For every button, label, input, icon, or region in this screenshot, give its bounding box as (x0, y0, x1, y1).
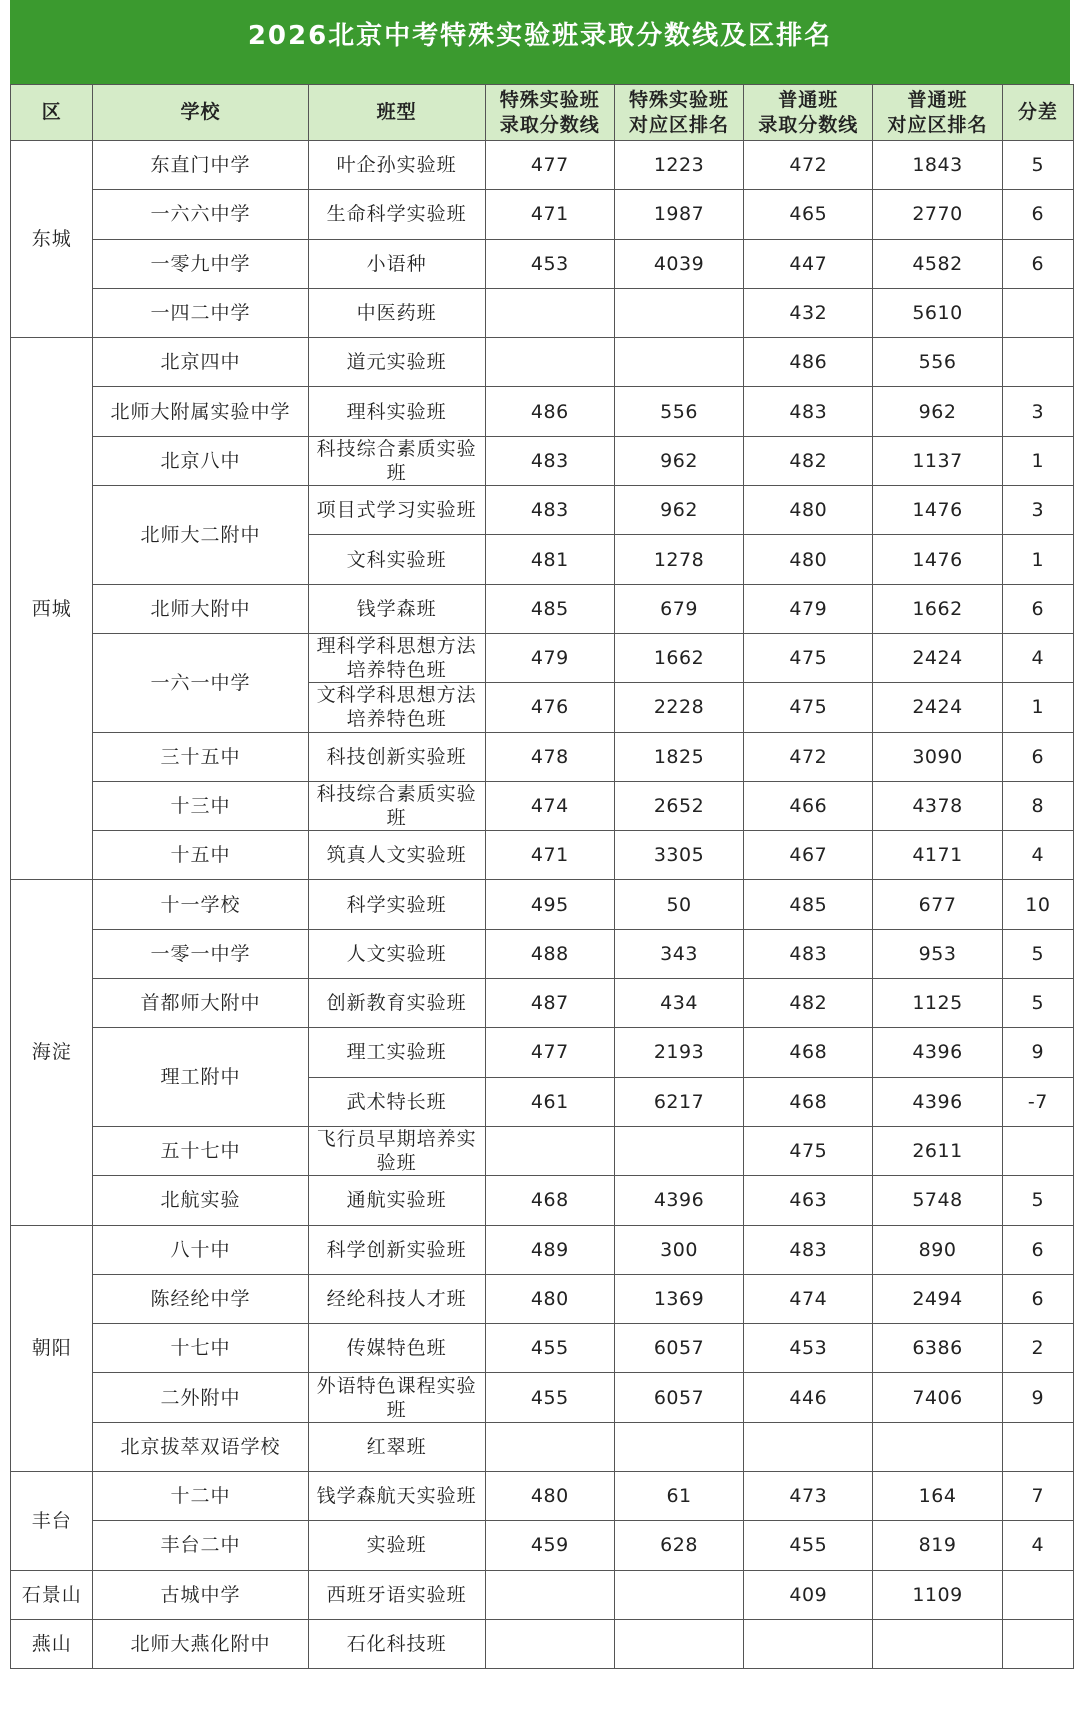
district-cell: 东城 (11, 141, 93, 338)
regular-score-cell: 472 (744, 732, 873, 781)
class-type-cell: 西班牙语实验班 (308, 1570, 485, 1619)
school-cell: 十五中 (93, 831, 308, 880)
special-score-cell (485, 338, 614, 387)
diff-cell: 3 (1002, 387, 1073, 436)
regular-score-cell: 468 (744, 1077, 873, 1126)
special-rank-cell: 962 (614, 436, 743, 485)
diff-cell: 5 (1002, 979, 1073, 1028)
regular-score-cell: 479 (744, 584, 873, 633)
regular-score-cell: 485 (744, 880, 873, 929)
regular-score-cell: 432 (744, 288, 873, 337)
class-type-cell: 飞行员早期培养实验班 (308, 1126, 485, 1175)
special-score-cell: 455 (485, 1373, 614, 1422)
special-score-cell: 483 (485, 486, 614, 535)
school-cell: 北京八中 (93, 436, 308, 485)
regular-rank-cell: 4582 (873, 239, 1002, 288)
school-cell: 北航实验 (93, 1176, 308, 1225)
table-body (11, 141, 1074, 1669)
district-cell: 丰台 (11, 1472, 93, 1571)
regular-rank-cell: 164 (873, 1472, 1002, 1521)
diff-cell: 6 (1002, 1274, 1073, 1323)
table-row (11, 288, 1074, 337)
special-score-cell (485, 1570, 614, 1619)
special-score-cell: 488 (485, 929, 614, 978)
regular-rank-cell: 2770 (873, 190, 1002, 239)
diff-cell: 6 (1002, 239, 1073, 288)
diff-cell (1002, 338, 1073, 387)
special-score-cell: 474 (485, 781, 614, 830)
diff-cell (1002, 1570, 1073, 1619)
school-cell: 一六六中学 (93, 190, 308, 239)
header-row (11, 85, 1074, 141)
special-score-cell: 480 (485, 1472, 614, 1521)
table-row (11, 1570, 1074, 1619)
school-cell: 北京拔萃双语学校 (93, 1422, 308, 1471)
special-rank-cell (614, 1619, 743, 1668)
special-score-cell: 489 (485, 1225, 614, 1274)
regular-rank-cell: 556 (873, 338, 1002, 387)
regular-rank-cell: 7406 (873, 1373, 1002, 1422)
school-cell: 五十七中 (93, 1126, 308, 1175)
class-type-cell: 科学实验班 (308, 880, 485, 929)
special-rank-cell: 61 (614, 1472, 743, 1521)
diff-cell: 6 (1002, 1225, 1073, 1274)
school-cell: 北京四中 (93, 338, 308, 387)
regular-score-cell: 483 (744, 929, 873, 978)
school-cell: 东直门中学 (93, 141, 308, 190)
special-rank-cell (614, 1570, 743, 1619)
special-rank-cell: 1369 (614, 1274, 743, 1323)
district-cell: 西城 (11, 338, 93, 880)
regular-score-cell: 463 (744, 1176, 873, 1225)
regular-rank-cell: 1476 (873, 486, 1002, 535)
school-cell: 十二中 (93, 1472, 308, 1521)
school-cell: 一六一中学 (93, 633, 308, 732)
regular-score-cell: 475 (744, 1126, 873, 1175)
diff-cell: 6 (1002, 584, 1073, 633)
diff-cell: 6 (1002, 190, 1073, 239)
diff-cell: 6 (1002, 732, 1073, 781)
special-score-cell: 478 (485, 732, 614, 781)
special-score-cell: 477 (485, 141, 614, 190)
school-cell: 八十中 (93, 1225, 308, 1274)
table-row (11, 436, 1074, 485)
diff-cell: 10 (1002, 880, 1073, 929)
special-score-cell: 486 (485, 387, 614, 436)
special-rank-cell: 4039 (614, 239, 743, 288)
class-type-cell: 小语种 (308, 239, 485, 288)
school-cell: 丰台二中 (93, 1521, 308, 1570)
table-row (11, 1373, 1074, 1422)
regular-rank-cell: 677 (873, 880, 1002, 929)
regular-score-cell: 480 (744, 535, 873, 584)
special-score-cell: 481 (485, 535, 614, 584)
header-school: 学校 (93, 85, 308, 141)
diff-cell (1002, 288, 1073, 337)
regular-score-cell: 466 (744, 781, 873, 830)
diff-cell: 1 (1002, 535, 1073, 584)
class-type-cell: 红翠班 (308, 1422, 485, 1471)
class-type-cell: 人文实验班 (308, 929, 485, 978)
special-rank-cell: 1987 (614, 190, 743, 239)
table-row (11, 831, 1074, 880)
special-score-cell (485, 288, 614, 337)
class-type-cell: 石化科技班 (308, 1619, 485, 1668)
regular-score-cell: 486 (744, 338, 873, 387)
special-rank-cell: 962 (614, 486, 743, 535)
diff-cell: 2 (1002, 1324, 1073, 1373)
class-type-cell: 科技综合素质实验班 (308, 781, 485, 830)
class-type-cell: 钱学森班 (308, 584, 485, 633)
regular-score-cell: 468 (744, 1028, 873, 1077)
regular-score-cell: 475 (744, 633, 873, 682)
school-cell: 北师大燕化附中 (93, 1619, 308, 1668)
school-cell: 一零九中学 (93, 239, 308, 288)
class-type-cell: 实验班 (308, 1521, 485, 1570)
regular-rank-cell: 2424 (873, 683, 1002, 732)
regular-rank-cell: 2611 (873, 1126, 1002, 1175)
class-type-cell: 创新教育实验班 (308, 979, 485, 1028)
special-score-cell (485, 1619, 614, 1668)
diff-cell: 4 (1002, 633, 1073, 682)
page-title: 2026北京中考特殊实验班录取分数线及区排名 (247, 20, 833, 51)
regular-rank-cell: 1476 (873, 535, 1002, 584)
school-cell: 十一学校 (93, 880, 308, 929)
school-cell: 北师大二附中 (93, 486, 308, 585)
table-row (11, 584, 1074, 633)
special-rank-cell (614, 338, 743, 387)
special-rank-cell: 300 (614, 1225, 743, 1274)
class-type-cell: 科技创新实验班 (308, 732, 485, 781)
admission-table (10, 84, 1074, 1669)
regular-rank-cell (873, 1619, 1002, 1668)
table-row (11, 1274, 1074, 1323)
school-cell: 十七中 (93, 1324, 308, 1373)
special-score-cell: 476 (485, 683, 614, 732)
special-score-cell (485, 1422, 614, 1471)
class-type-cell: 科技综合素质实验班 (308, 436, 485, 485)
diff-cell: 4 (1002, 1521, 1073, 1570)
regular-rank-cell: 4378 (873, 781, 1002, 830)
diff-cell: 5 (1002, 1176, 1073, 1225)
class-type-cell: 科学创新实验班 (308, 1225, 485, 1274)
district-cell: 朝阳 (11, 1225, 93, 1471)
regular-score-cell: 447 (744, 239, 873, 288)
regular-rank-cell: 4396 (873, 1077, 1002, 1126)
school-cell: 北师大附属实验中学 (93, 387, 308, 436)
regular-score-cell: 446 (744, 1373, 873, 1422)
special-rank-cell: 6217 (614, 1077, 743, 1126)
school-cell: 三十五中 (93, 732, 308, 781)
district-cell: 燕山 (11, 1619, 93, 1668)
regular-score-cell: 465 (744, 190, 873, 239)
regular-score-cell (744, 1422, 873, 1471)
special-rank-cell: 4396 (614, 1176, 743, 1225)
regular-score-cell: 483 (744, 1225, 873, 1274)
diff-cell: 5 (1002, 929, 1073, 978)
regular-score-cell: 453 (744, 1324, 873, 1373)
table-row (11, 1028, 1074, 1077)
class-type-cell: 传媒特色班 (308, 1324, 485, 1373)
diff-cell: 5 (1002, 141, 1073, 190)
special-rank-cell: 434 (614, 979, 743, 1028)
special-score-cell: 487 (485, 979, 614, 1028)
special-score-cell: 461 (485, 1077, 614, 1126)
class-type-cell: 外语特色课程实验班 (308, 1373, 485, 1422)
table-row (11, 979, 1074, 1028)
regular-rank-cell: 1125 (873, 979, 1002, 1028)
school-cell: 一零一中学 (93, 929, 308, 978)
special-rank-cell: 1223 (614, 141, 743, 190)
regular-rank-cell: 6386 (873, 1324, 1002, 1373)
class-type-cell: 经纶科技人才班 (308, 1274, 485, 1323)
header-diff: 分差 (1002, 85, 1073, 141)
regular-rank-cell: 2424 (873, 633, 1002, 682)
diff-cell: -7 (1002, 1077, 1073, 1126)
regular-score-cell: 455 (744, 1521, 873, 1570)
regular-rank-cell: 890 (873, 1225, 1002, 1274)
diff-cell (1002, 1126, 1073, 1175)
regular-rank-cell: 1137 (873, 436, 1002, 485)
table-row (11, 387, 1074, 436)
special-rank-cell: 628 (614, 1521, 743, 1570)
regular-rank-cell: 4171 (873, 831, 1002, 880)
school-cell: 十三中 (93, 781, 308, 830)
regular-rank-cell (873, 1422, 1002, 1471)
class-type-cell: 钱学森航天实验班 (308, 1472, 485, 1521)
regular-score-cell: 480 (744, 486, 873, 535)
table-row (11, 929, 1074, 978)
school-cell: 古城中学 (93, 1570, 308, 1619)
header-regular-rank: 普通班 对应区排名 (873, 85, 1002, 141)
special-score-cell: 453 (485, 239, 614, 288)
class-type-cell: 武术特长班 (308, 1077, 485, 1126)
special-score-cell: 495 (485, 880, 614, 929)
special-rank-cell: 1662 (614, 633, 743, 682)
special-score-cell: 483 (485, 436, 614, 485)
regular-rank-cell: 819 (873, 1521, 1002, 1570)
table-row (11, 1521, 1074, 1570)
class-type-cell: 筑真人文实验班 (308, 831, 485, 880)
special-rank-cell: 343 (614, 929, 743, 978)
class-type-cell: 生命科学实验班 (308, 190, 485, 239)
district-cell: 石景山 (11, 1570, 93, 1619)
table-row (11, 1422, 1074, 1471)
class-type-cell: 道元实验班 (308, 338, 485, 387)
district-cell: 海淀 (11, 880, 93, 1225)
table-row (11, 633, 1074, 682)
header-regular-score: 普通班 录取分数线 (744, 85, 873, 141)
table-row (11, 1324, 1074, 1373)
regular-rank-cell: 1662 (873, 584, 1002, 633)
regular-score-cell: 472 (744, 141, 873, 190)
regular-score-cell: 482 (744, 979, 873, 1028)
school-cell: 一四二中学 (93, 288, 308, 337)
special-rank-cell: 556 (614, 387, 743, 436)
regular-rank-cell: 953 (873, 929, 1002, 978)
diff-cell: 8 (1002, 781, 1073, 830)
diff-cell: 9 (1002, 1373, 1073, 1422)
table-row (11, 1126, 1074, 1175)
diff-cell: 1 (1002, 436, 1073, 485)
diff-cell: 4 (1002, 831, 1073, 880)
class-type-cell: 叶企孙实验班 (308, 141, 485, 190)
regular-score-cell: 473 (744, 1472, 873, 1521)
regular-rank-cell: 962 (873, 387, 1002, 436)
special-rank-cell: 3305 (614, 831, 743, 880)
school-cell: 理工附中 (93, 1028, 308, 1127)
special-rank-cell: 1278 (614, 535, 743, 584)
diff-cell: 3 (1002, 486, 1073, 535)
regular-score-cell: 482 (744, 436, 873, 485)
diff-cell: 9 (1002, 1028, 1073, 1077)
special-rank-cell: 6057 (614, 1373, 743, 1422)
regular-rank-cell: 3090 (873, 732, 1002, 781)
table-row (11, 1225, 1074, 1274)
regular-rank-cell: 1109 (873, 1570, 1002, 1619)
regular-rank-cell: 4396 (873, 1028, 1002, 1077)
table-row (11, 141, 1074, 190)
header-class-type: 班型 (308, 85, 485, 141)
school-cell: 二外附中 (93, 1373, 308, 1422)
regular-score-cell: 483 (744, 387, 873, 436)
special-score-cell: 471 (485, 190, 614, 239)
regular-rank-cell: 5748 (873, 1176, 1002, 1225)
special-score-cell: 471 (485, 831, 614, 880)
diff-cell: 7 (1002, 1472, 1073, 1521)
class-type-cell: 中医药班 (308, 288, 485, 337)
special-rank-cell: 6057 (614, 1324, 743, 1373)
school-cell: 陈经纶中学 (93, 1274, 308, 1323)
table-row (11, 1472, 1074, 1521)
special-score-cell: 485 (485, 584, 614, 633)
header-district: 区 (11, 85, 93, 141)
special-rank-cell: 1825 (614, 732, 743, 781)
regular-rank-cell: 5610 (873, 288, 1002, 337)
special-score-cell (485, 1126, 614, 1175)
special-rank-cell (614, 1126, 743, 1175)
table-row (11, 1619, 1074, 1668)
table-row (11, 732, 1074, 781)
regular-rank-cell: 1843 (873, 141, 1002, 190)
special-rank-cell (614, 1422, 743, 1471)
title-banner (10, 0, 1070, 84)
table-row (11, 239, 1074, 288)
class-type-cell: 理科学科思想方法培养特色班 (308, 633, 485, 682)
school-cell: 首都师大附中 (93, 979, 308, 1028)
special-rank-cell: 2193 (614, 1028, 743, 1077)
regular-rank-cell: 2494 (873, 1274, 1002, 1323)
class-type-cell: 文科学科思想方法培养特色班 (308, 683, 485, 732)
special-rank-cell: 2228 (614, 683, 743, 732)
table-row (11, 190, 1074, 239)
special-rank-cell: 50 (614, 880, 743, 929)
table-row (11, 486, 1074, 535)
regular-score-cell: 467 (744, 831, 873, 880)
special-score-cell: 477 (485, 1028, 614, 1077)
header-special-score: 特殊实验班 录取分数线 (485, 85, 614, 141)
special-score-cell: 459 (485, 1521, 614, 1570)
regular-score-cell: 475 (744, 683, 873, 732)
special-rank-cell: 2652 (614, 781, 743, 830)
class-type-cell: 项目式学习实验班 (308, 486, 485, 535)
regular-score-cell: 409 (744, 1570, 873, 1619)
school-cell: 北师大附中 (93, 584, 308, 633)
regular-score-cell (744, 1619, 873, 1668)
header-special-rank: 特殊实验班 对应区排名 (614, 85, 743, 141)
table-row (11, 781, 1074, 830)
regular-score-cell: 474 (744, 1274, 873, 1323)
class-type-cell: 理工实验班 (308, 1028, 485, 1077)
special-rank-cell (614, 288, 743, 337)
table-row (11, 880, 1074, 929)
class-type-cell: 文科实验班 (308, 535, 485, 584)
class-type-cell: 理科实验班 (308, 387, 485, 436)
special-score-cell: 480 (485, 1274, 614, 1323)
class-type-cell: 通航实验班 (308, 1176, 485, 1225)
special-rank-cell: 679 (614, 584, 743, 633)
diff-cell: 1 (1002, 683, 1073, 732)
diff-cell (1002, 1619, 1073, 1668)
table-row (11, 338, 1074, 387)
diff-cell (1002, 1422, 1073, 1471)
special-score-cell: 479 (485, 633, 614, 682)
table-row (11, 1176, 1074, 1225)
special-score-cell: 455 (485, 1324, 614, 1373)
special-score-cell: 468 (485, 1176, 614, 1225)
